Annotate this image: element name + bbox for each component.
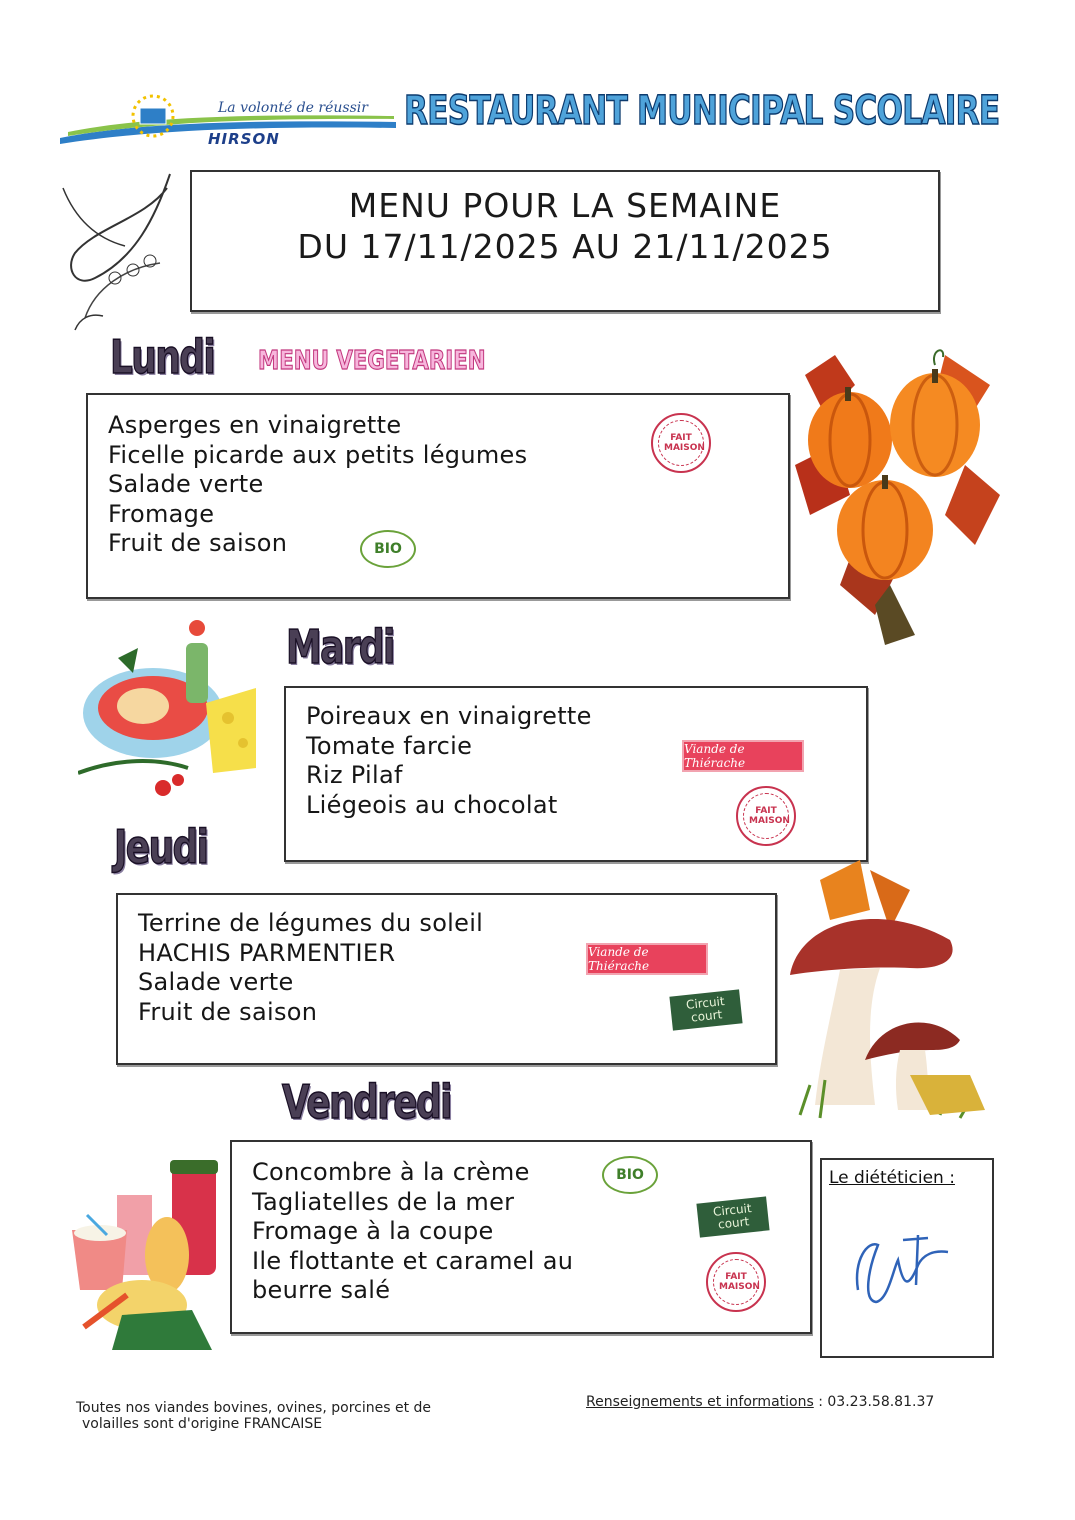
day-title-vendredi: Vendredi bbox=[282, 1075, 451, 1129]
pumpkin-icon bbox=[795, 345, 1000, 645]
circuit-court-stamp: Circuit court bbox=[696, 1196, 769, 1237]
menu-item: Fruit de saison bbox=[108, 529, 288, 557]
signature-icon bbox=[848, 1230, 958, 1310]
day-title-lundi: Lundi bbox=[110, 330, 215, 384]
viande-thierache-stamp: Viande de Thiérache bbox=[684, 742, 802, 770]
logo-city: HIRSON bbox=[208, 130, 280, 148]
mushroom-icon bbox=[790, 860, 990, 1125]
menu-item: HACHIS PARMENTIER bbox=[138, 938, 396, 967]
menu-item: Fromage à la coupe bbox=[252, 1217, 494, 1245]
menu-item: Tomate farcie bbox=[306, 731, 473, 760]
menu-item: Salade verte bbox=[108, 470, 264, 498]
viande-thierache-stamp: Viande de Thiérache bbox=[588, 945, 706, 973]
menu-box-vendredi bbox=[230, 1140, 812, 1334]
contact-label: Renseignements et informations bbox=[586, 1394, 814, 1410]
menu-item: Concombre à la crème bbox=[252, 1158, 530, 1186]
day-title-jeudi: Jeudi bbox=[114, 820, 208, 874]
meat-origin-note bbox=[76, 1400, 431, 1432]
fait-maison-stamp: FAIT MAISON bbox=[736, 786, 796, 846]
menu-list-mardi bbox=[306, 702, 592, 820]
menu-item: Ile flottante et caramel au bbox=[252, 1246, 574, 1275]
mushrooms-illustration bbox=[790, 860, 990, 1125]
bio-stamp: BIO bbox=[602, 1156, 658, 1194]
menu-item: Riz Pilaf bbox=[306, 761, 403, 789]
day-title-mardi: Mardi bbox=[286, 620, 394, 674]
menu-item: Ficelle picarde aux petits légumes bbox=[108, 440, 528, 469]
city-logo bbox=[58, 92, 398, 152]
fait-maison-stamp: FAIT MAISON bbox=[651, 413, 711, 473]
flourish-decoration bbox=[55, 168, 185, 333]
dieteticien-box bbox=[820, 1158, 994, 1358]
week-title: MENU POUR LA SEMAINE bbox=[348, 186, 782, 225]
bio-stamp: BIO bbox=[360, 530, 416, 568]
menu-item: Salade verte bbox=[138, 968, 294, 996]
menu-item: Asperges en vinaigrette bbox=[108, 411, 402, 439]
breakfast-illustration bbox=[72, 1155, 224, 1350]
menu-box-jeudi bbox=[116, 893, 777, 1065]
pumpkins-illustration bbox=[795, 345, 1000, 645]
meat-origin-line-1: Toutes nos viandes bovines, ovines, porcines et de bbox=[76, 1400, 432, 1416]
pea-pod-icon bbox=[55, 168, 185, 333]
contact-separator: : bbox=[813, 1394, 828, 1410]
menu-list-jeudi bbox=[138, 909, 483, 1027]
menu-item: beurre salé bbox=[252, 1276, 391, 1304]
page-title: RESTAURANT MUNICIPAL SCOLAIRE bbox=[404, 88, 1000, 134]
logo-motto: La volonté de réussir bbox=[218, 100, 368, 116]
dieteticien-label: Le diététicien : bbox=[829, 1168, 955, 1188]
week-box bbox=[190, 170, 940, 312]
menu-item: Fruit de saison bbox=[138, 997, 318, 1026]
menu-list-lundi bbox=[108, 411, 527, 559]
menu-item: Tagliatelles de la mer bbox=[252, 1187, 515, 1216]
circuit-court-stamp: Circuit court bbox=[669, 989, 742, 1030]
plate-cheese-icon bbox=[78, 618, 258, 803]
menu-list-vendredi bbox=[252, 1158, 573, 1306]
yogurt-jam-icon bbox=[72, 1155, 224, 1350]
food-illustration-mardi bbox=[78, 618, 258, 803]
menu-item: Terrine de légumes du soleil bbox=[138, 909, 484, 937]
vegetarian-tag: MENU VEGETARIEN bbox=[258, 346, 486, 376]
contact-phone: 03.23.58.81.37 bbox=[827, 1394, 935, 1410]
menu-item: Fromage bbox=[108, 499, 215, 528]
menu-box-mardi bbox=[284, 686, 868, 862]
menu-item: Poireaux en vinaigrette bbox=[306, 702, 592, 730]
fait-maison-stamp: FAIT MAISON bbox=[706, 1252, 766, 1312]
contact-info bbox=[586, 1394, 934, 1410]
meat-origin-line-2: volailles sont d'origine FRANCAISE bbox=[82, 1416, 323, 1432]
week-dates: DU 17/11/2025 AU 21/11/2025 bbox=[297, 227, 833, 266]
menu-item: Liégeois au chocolat bbox=[306, 790, 558, 819]
menu-box-lundi bbox=[86, 393, 790, 599]
